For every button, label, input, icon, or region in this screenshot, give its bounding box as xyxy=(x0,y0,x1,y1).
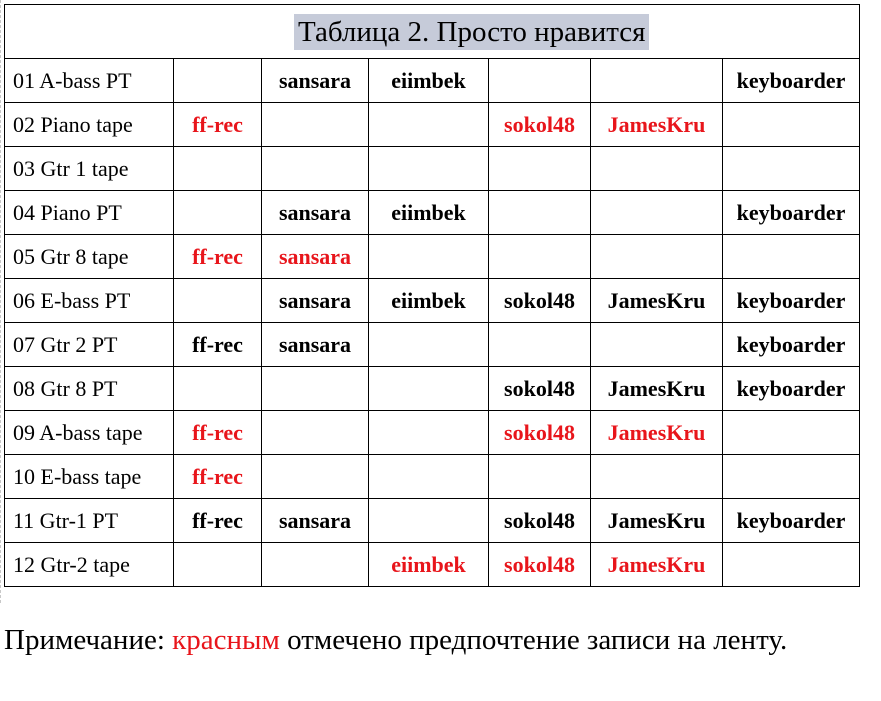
participant-cell: keyboarder xyxy=(723,499,860,543)
footnote-suffix: отмечено предпочтение записи на ленту. xyxy=(279,624,788,656)
participant-cell: JamesKru xyxy=(591,543,723,587)
table-row xyxy=(5,103,860,147)
participant-cell: sokol48 xyxy=(489,279,591,323)
table-row xyxy=(5,191,860,235)
participant-cell: JamesKru xyxy=(591,411,723,455)
participant-cell xyxy=(174,543,262,587)
footnote xyxy=(4,624,787,657)
table-row xyxy=(5,323,860,367)
participant-cell xyxy=(174,147,262,191)
participant-cell xyxy=(369,323,489,367)
participant-cell: ff-rec xyxy=(174,323,262,367)
participant-cell: JamesKru xyxy=(591,367,723,411)
participant-cell xyxy=(262,103,369,147)
participant-cell xyxy=(723,103,860,147)
participant-cell xyxy=(591,59,723,103)
participant-cell xyxy=(369,367,489,411)
participant-cell: keyboarder xyxy=(723,367,860,411)
participant-cell xyxy=(174,279,262,323)
track-name-cell: 05 Gtr 8 tape xyxy=(5,235,174,279)
participant-cell xyxy=(369,499,489,543)
participant-cell: eiimbek xyxy=(369,191,489,235)
participant-cell xyxy=(723,455,860,499)
participant-cell: sansara xyxy=(262,323,369,367)
participant-cell xyxy=(174,367,262,411)
table-row xyxy=(5,543,860,587)
participant-cell: JamesKru xyxy=(591,279,723,323)
participant-cell: sansara xyxy=(262,235,369,279)
participant-cell xyxy=(723,235,860,279)
track-name-cell: 07 Gtr 2 PT xyxy=(5,323,174,367)
track-name-cell: 11 Gtr-1 PT xyxy=(5,499,174,543)
participant-cell xyxy=(369,455,489,499)
participant-cell xyxy=(489,59,591,103)
participant-cell xyxy=(591,323,723,367)
participant-cell: keyboarder xyxy=(723,191,860,235)
participant-cell: ff-rec xyxy=(174,103,262,147)
track-name-cell: 02 Piano tape xyxy=(5,103,174,147)
participant-cell: sokol48 xyxy=(489,499,591,543)
participant-cell: ff-rec xyxy=(174,499,262,543)
participant-cell: sansara xyxy=(262,499,369,543)
participant-cell xyxy=(369,235,489,279)
participant-cell xyxy=(174,191,262,235)
table-title: Таблица 2. Просто нравится xyxy=(294,14,649,50)
participant-cell: sansara xyxy=(262,279,369,323)
preferences-table xyxy=(4,4,860,587)
participant-cell xyxy=(262,543,369,587)
participant-cell: keyboarder xyxy=(723,279,860,323)
table-row xyxy=(5,279,860,323)
table-row xyxy=(5,411,860,455)
track-name-cell: 06 E-bass PT xyxy=(5,279,174,323)
participant-cell xyxy=(369,147,489,191)
table-row xyxy=(5,235,860,279)
participant-cell: eiimbek xyxy=(369,279,489,323)
participant-cell xyxy=(369,411,489,455)
participant-cell xyxy=(262,455,369,499)
participant-cell xyxy=(591,235,723,279)
table-row xyxy=(5,499,860,543)
participant-cell xyxy=(489,323,591,367)
participant-cell xyxy=(723,411,860,455)
participant-cell: ff-rec xyxy=(174,455,262,499)
participant-cell xyxy=(489,455,591,499)
participant-cell: eiimbek xyxy=(369,59,489,103)
table-title-cell xyxy=(5,5,860,59)
participant-cell xyxy=(591,191,723,235)
participant-cell: JamesKru xyxy=(591,499,723,543)
footnote-red-word: красным xyxy=(172,624,280,656)
participant-cell xyxy=(489,147,591,191)
participant-cell: keyboarder xyxy=(723,323,860,367)
track-name-cell: 10 E-bass tape xyxy=(5,455,174,499)
track-name-cell: 01 A-bass PT xyxy=(5,59,174,103)
participant-cell: sansara xyxy=(262,191,369,235)
participant-cell xyxy=(591,147,723,191)
track-name-cell: 09 A-bass tape xyxy=(5,411,174,455)
participant-cell: JamesKru xyxy=(591,103,723,147)
participant-cell xyxy=(369,103,489,147)
participant-cell xyxy=(489,191,591,235)
track-name-cell: 04 Piano PT xyxy=(5,191,174,235)
participant-cell xyxy=(489,235,591,279)
participant-cell xyxy=(174,59,262,103)
participant-cell: sokol48 xyxy=(489,543,591,587)
table-row xyxy=(5,455,860,499)
track-name-cell: 12 Gtr-2 tape xyxy=(5,543,174,587)
participant-cell: sokol48 xyxy=(489,411,591,455)
track-name-cell: 03 Gtr 1 tape xyxy=(5,147,174,191)
table-title-row xyxy=(5,5,860,59)
participant-cell: keyboarder xyxy=(723,59,860,103)
participant-cell xyxy=(723,147,860,191)
participant-cell xyxy=(262,367,369,411)
track-name-cell: 08 Gtr 8 PT xyxy=(5,367,174,411)
participant-cell: sokol48 xyxy=(489,103,591,147)
table-row xyxy=(5,147,860,191)
participant-cell xyxy=(262,411,369,455)
participant-cell xyxy=(262,147,369,191)
table-row xyxy=(5,59,860,103)
participant-cell: eiimbek xyxy=(369,543,489,587)
table-row xyxy=(5,367,860,411)
footnote-prefix: Примечание: xyxy=(4,624,173,656)
participant-cell: ff-rec xyxy=(174,411,262,455)
participant-cell: sokol48 xyxy=(489,367,591,411)
participant-cell: sansara xyxy=(262,59,369,103)
participant-cell: ff-rec xyxy=(174,235,262,279)
participant-cell xyxy=(723,543,860,587)
participant-cell xyxy=(591,455,723,499)
